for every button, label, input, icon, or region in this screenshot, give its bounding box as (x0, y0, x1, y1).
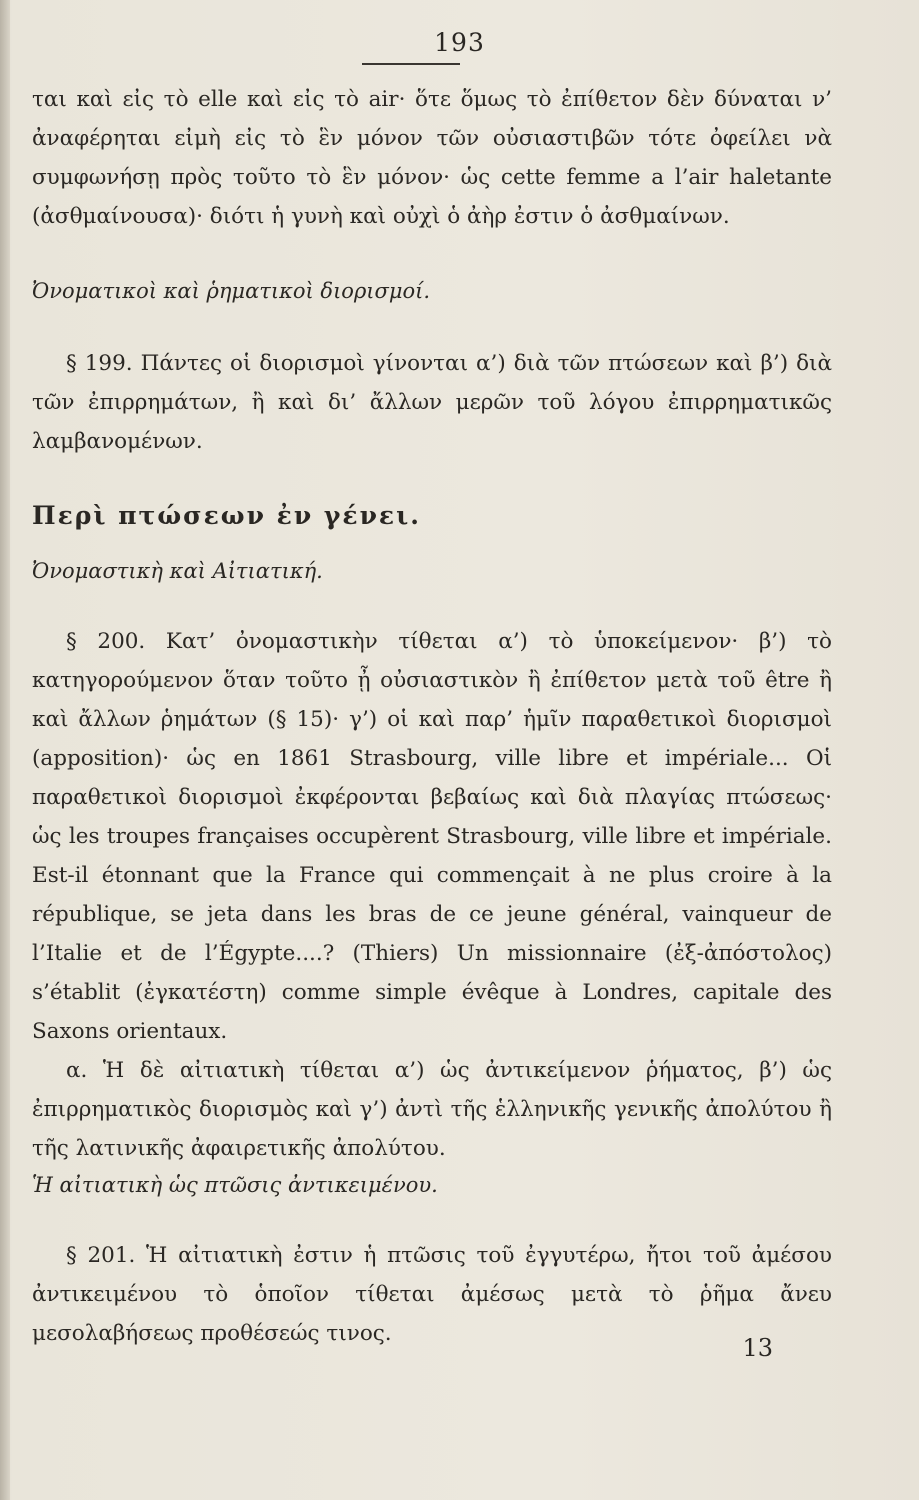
chapter-heading: Περὶ πτώσεων ἐν γένει. (32, 501, 421, 530)
subheading-aitiatiki: Ἡ αἰτιατικὴ ὡς πτῶσις ἀντικειμένου. (32, 1173, 438, 1197)
paragraph-continued: ται καὶ εἰς τὸ elle καὶ εἰς τὸ air· ὅτε ὅμως τὸ ἐπίθετον δὲν δύναται ν’ ἀναφέρηται εἰμὴ εἰς τὸ ἓν μόνον τῶν οὐσιαστιβῶν τότε ὀφείλει νὰ συμφωνήσῃ πρὸς τοῦτο τὸ ἓν μόνον· ὡς cette femme a l’air haletante (ἀσθμαίνουσα)· διότι ἡ γυνὴ καὶ οὐχὶ ὁ ἀὴρ ἐστιν ὁ ἀσθμαίνων. (32, 87, 832, 229)
section-heading-wrap (32, 272, 832, 311)
paragraph-200: § 200. Κατ’ ὀνομαστικὴν τίθεται α’) τὸ ὑποκείμενον· β’) τὸ κατηγορούμενον ὅταν τοῦτο ᾖ οὐσιαστικὸν ἢ ἐπίθετον μετὰ τοῦ être ἢ καὶ ἄλλων ῥημάτων (§ 15)· γ’) οἱ καὶ παρ’ ἡμῖν παραθετικοὶ διορισμοὶ (apposition)· ὡς en 1861 Strasbourg, ville libre et impériale... Οἱ παραθετικοὶ διορισμοὶ ἐκφέρονται βεβαίως καὶ διὰ πλαγίας πτώσεως· ὡς les troupes françaises occupèrent Strasbourg, ville libre et impériale. Est-il étonnant que la France qui commençait à ne plus croire à la république, se jeta dans les bras de ce jeune général, vainqueur de l’Italie et de l’Égypte....? (Thiers) Un missionnaire (ἐξ-ἀπόστολος) s’établit (ἐγκατέστη) comme simple évêque à Londres, capitale des Saxons orientaux. (32, 629, 832, 1044)
paragraph-201: § 201. Ἡ αἰτιατικὴ ἐστιν ἡ πτῶσις τοῦ ἐγγυτέρω, ἤτοι τοῦ ἀμέσου ἀντικειμένου τὸ ὁποῖον τίθεται ἀμέσως μετὰ τὸ ῥῆμα ἄνευ μεσολαβήσεως προθέσεώς τινος. (32, 1243, 832, 1346)
subheading-aitiatiki-wrap (32, 1166, 832, 1205)
page-number: 193 (434, 28, 485, 57)
section-heading-onomatikoi: Ὀνοματικοὶ καὶ ῥηματικοὶ διορισμοί. (32, 279, 431, 303)
subheading-onomastiki: Ὀνομαστικὴ καὶ Αἰτιατική. (32, 559, 323, 583)
page-binding-edge (0, 0, 10, 1500)
subheading-wrap (32, 552, 832, 591)
signature-mark: 13 (742, 1334, 773, 1362)
chapter-heading-wrap (32, 496, 832, 535)
header-rule (362, 63, 460, 65)
paragraph-alpha: α. Ἡ δὲ αἰτιατικὴ τίθεται α’) ὡς ἀντικείμενον ῥήματος, β’) ὡς ἐπιρρηματικὸς διορισμὸς καὶ γ’) ἀντὶ τῆς ἑλληνικῆς γενικῆς ἀπολύτου ἢ τῆς λατινικῆς ἀφαιρετικῆς ἀπολύτου. (32, 1058, 832, 1161)
paragraph-199: § 199. Πάντες οἱ διορισμοὶ γίνονται α’) διὰ τῶν πτώσεων καὶ β’) διὰ τῶν ἐπιρρημάτων, ἢ καὶ δι’ ἄλλων μερῶν τοῦ λόγου ἐπιρρηματικῶς λαμβανομένων. (32, 351, 832, 454)
text-block-201 (32, 1236, 832, 1353)
text-block-top (32, 80, 832, 236)
text-block-199 (32, 344, 832, 461)
text-block-200 (32, 622, 832, 1168)
